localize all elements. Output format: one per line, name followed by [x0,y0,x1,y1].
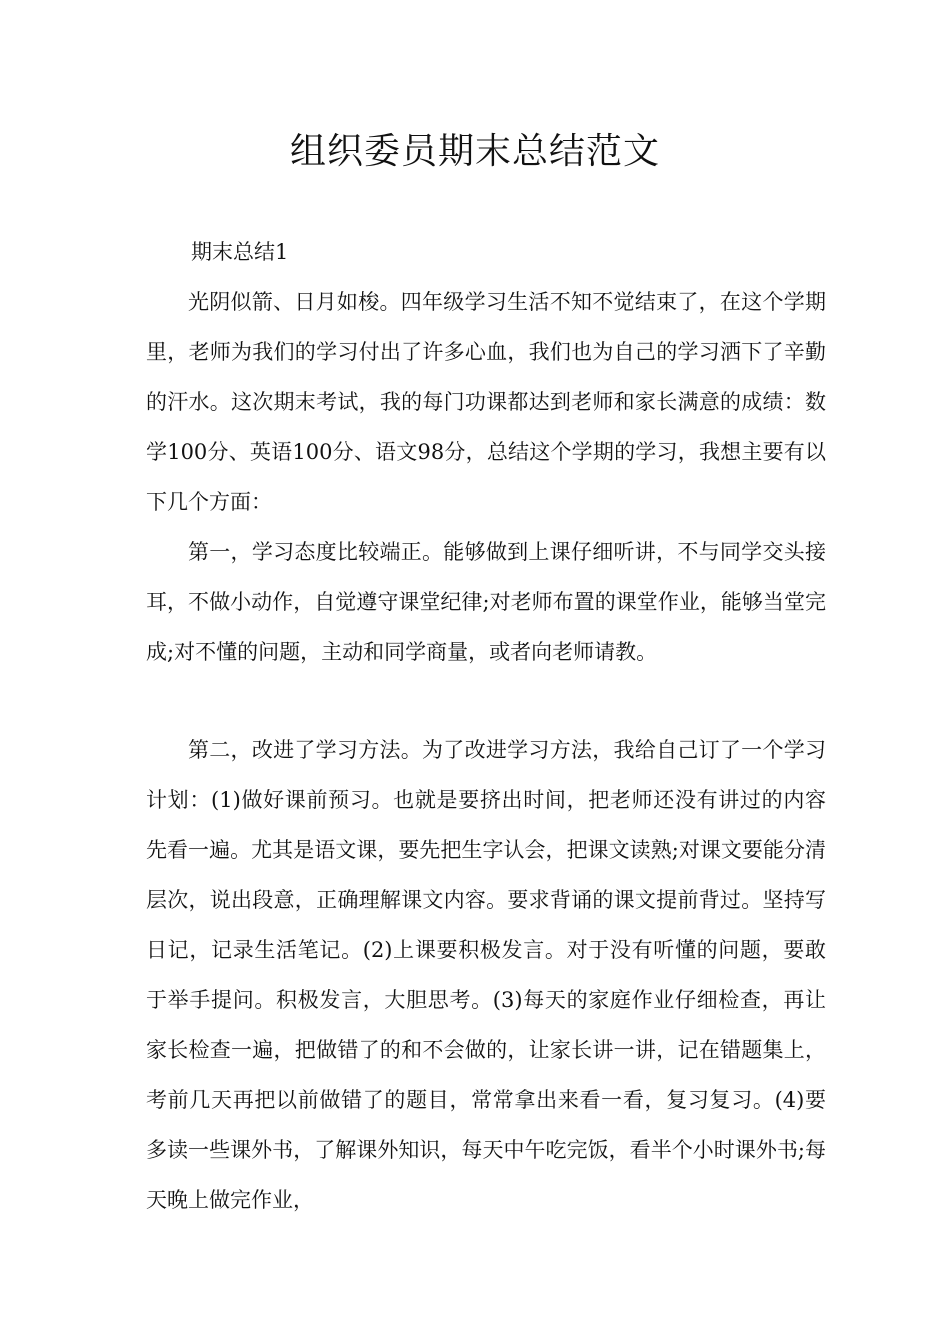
section-heading: 期末总结1 [191,240,289,264]
paragraph-block-1 [146,277,826,677]
paragraph-2: 第一，学习态度比较端正。能够做到上课仔细听讲，不与同学交头接耳，不做小动作，自觉遵守课堂纪律;对老师布置的课堂作业，能够当堂完成;对不懂的问题，主动和同学商量，或者向老师请教。 [146,540,826,664]
paragraph-3: 第二，改进了学习方法。为了改进学习方法，我给自己订了一个学习计划：(1)做好课前预习。也就是要挤出时间，把老师还没有讲过的内容先看一遍。尤其是语文课，要先把生字认会，把课文读熟;对课文要能分清层次，说出段意，正确理解课文内容。要求背诵的课文提前背过。坚持写日记，记录生活笔记。(2)上课要积极发言。对于没有听懂的问题，要敢于举手提问。积极发言，大胆思考。(3)每天的家庭作业仔细检查，再让家长检查一遍，把做错了的和不会做的，让家长讲一讲，记在错题集上，考前几天再把以前做错了的题目，常常拿出来看一看，复习复习。(4)要多读一些课外书，了解课外知识，每天中午吃完饭，看半个小时课外书;每天晚上做完作业， [146,738,826,1212]
paragraph-1: 光阴似箭、日月如梭。四年级学习生活不知不觉结束了，在这个学期里，老师为我们的学习付出了许多心血，我们也为自己的学习洒下了辛勤的汗水。这次期末考试，我的每门功课都达到老师和家长满意的成绩：数学100分、英语100分、语文98分，总结这个学期的学习，我想主要有以下几个方面： [146,290,826,514]
document-title: 组织委员期末总结范文 [289,131,660,172]
paragraph-block-2 [146,725,826,1225]
